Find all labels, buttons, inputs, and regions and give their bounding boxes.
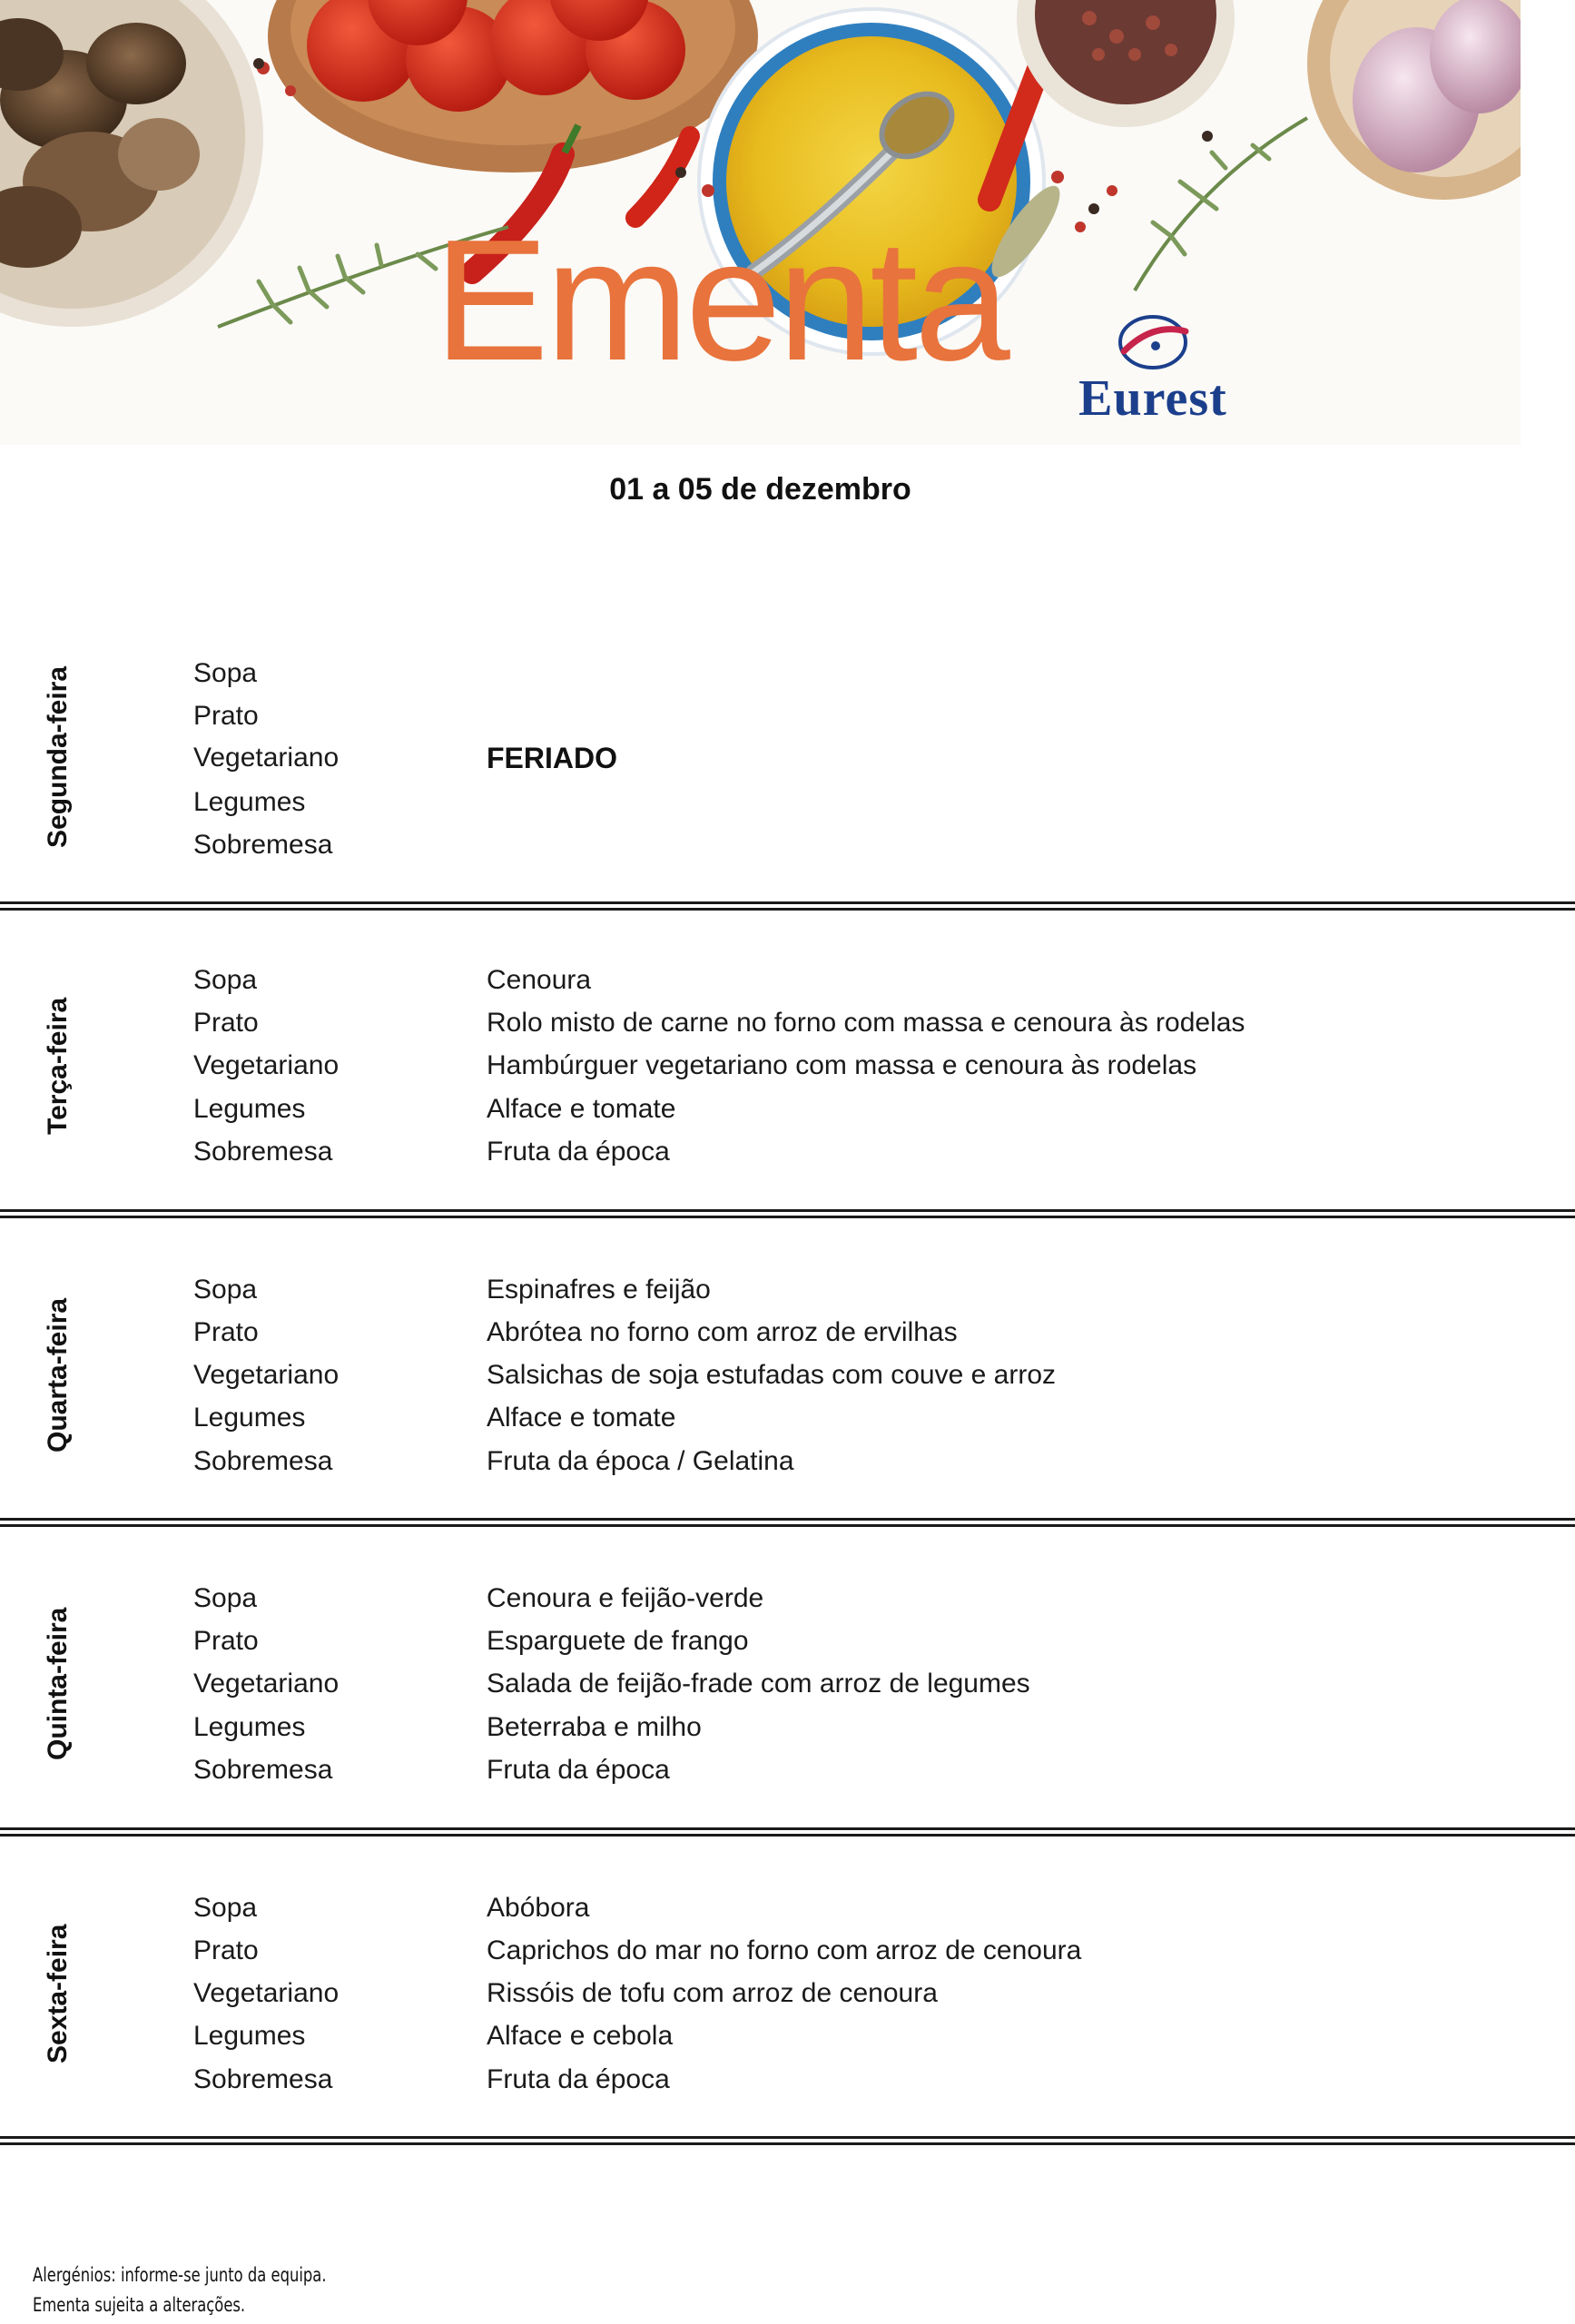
- dish-item: Fruta da época: [487, 1755, 670, 1785]
- category-label: Vegetariano: [193, 1669, 340, 1699]
- day-separator: [0, 1518, 1575, 1527]
- date-range: 01 a 05 de dezembro: [609, 472, 911, 507]
- dish-item: Rolo misto de carne no forno com massa e cenoura às rodelas: [487, 1008, 1245, 1038]
- dish-item: Salsichas de soja estufadas com couve e arroz: [487, 1360, 1056, 1390]
- day-name: Segunda-feira: [43, 665, 73, 849]
- day-block-tuesday: [0, 959, 1575, 1186]
- category-label: Sobremesa: [193, 2064, 333, 2094]
- dish-item: Salada de feijão-frade com arroz de legumes: [487, 1669, 1030, 1699]
- day-separator: [0, 1827, 1575, 1837]
- changes-note: Ementa sujeita a alterações.: [33, 2294, 246, 2316]
- category-label: Vegetariano: [193, 1360, 340, 1390]
- category-label: Legumes: [193, 1712, 306, 1742]
- dish-item: Fruta da época: [487, 1137, 670, 1167]
- category-label: Prato: [193, 701, 259, 731]
- dish-item: Abóbora: [487, 1893, 590, 1923]
- dish-item: Cenoura: [487, 965, 592, 995]
- category-label: Sobremesa: [193, 1755, 333, 1785]
- dish-item: Beterraba e milho: [487, 1712, 702, 1742]
- eurest-emblem-icon: [1106, 304, 1200, 377]
- dish-item: Alface e tomate: [487, 1094, 676, 1124]
- day-block-thursday: [0, 1577, 1575, 1804]
- category-label: Sobremesa: [193, 830, 333, 860]
- category-label: Legumes: [193, 787, 306, 817]
- category-label: Vegetariano: [193, 1050, 340, 1080]
- dish-item: Cenoura e feijão-verde: [487, 1583, 764, 1613]
- category-label: Prato: [193, 1626, 259, 1656]
- category-label: Vegetariano: [193, 743, 340, 773]
- day-separator: [0, 1209, 1575, 1218]
- category-label: Sobremesa: [193, 1137, 333, 1167]
- category-label: Sopa: [193, 965, 258, 995]
- dish-item: Caprichos do mar no forno com arroz de cenoura: [487, 1935, 1082, 1965]
- day-separator: [0, 2136, 1575, 2145]
- day-name: Sexta-feira: [43, 1924, 73, 2063]
- header-banner: [0, 0, 1521, 445]
- category-label: Vegetariano: [193, 1978, 340, 2008]
- holiday-label: FERIADO: [487, 742, 617, 774]
- category-label: Legumes: [193, 1403, 306, 1433]
- dish-item: Rissóis de tofu com arroz de cenoura: [487, 1978, 938, 2008]
- day-block-monday: [0, 652, 1575, 879]
- dish-item: Esparguete de frango: [487, 1626, 749, 1656]
- day-block-wednesday: [0, 1268, 1575, 1495]
- day-name: Terça-feira: [43, 997, 73, 1135]
- day-name: Quinta-feira: [43, 1607, 73, 1761]
- day-name: Quarta-feira: [43, 1297, 73, 1453]
- category-label: Prato: [193, 1317, 259, 1347]
- eurest-brand-text: Eurest: [1078, 370, 1227, 427]
- dish-item: Fruta da época / Gelatina: [487, 1446, 794, 1476]
- category-label: Sopa: [193, 1583, 258, 1613]
- category-label: Legumes: [193, 1094, 306, 1124]
- menu-title: Ementa: [434, 204, 1007, 397]
- category-label: Legumes: [193, 2021, 306, 2051]
- category-label: Sopa: [193, 1275, 258, 1305]
- category-label: Sobremesa: [193, 1446, 333, 1476]
- dish-item: Alface e cebola: [487, 2021, 674, 2051]
- allergen-note: Alergénios: informe-se junto da equipa.: [33, 2264, 327, 2286]
- dish-item: Espinafres e feijão: [487, 1275, 711, 1305]
- dish-item: Fruta da época: [487, 2064, 670, 2094]
- category-label: Sopa: [193, 658, 258, 688]
- category-label: Prato: [193, 1935, 259, 1965]
- footer-notes: [33, 2260, 327, 2320]
- category-label: Sopa: [193, 1893, 258, 1923]
- dish-item: Hambúrguer vegetariano com massa e cenoura às rodelas: [487, 1050, 1197, 1080]
- day-block-friday: [0, 1886, 1575, 2113]
- eurest-logo: [1053, 304, 1253, 431]
- category-label: Prato: [193, 1008, 259, 1038]
- dish-item: Abrótea no forno com arroz de ervilhas: [487, 1317, 958, 1347]
- day-separator: [0, 901, 1575, 911]
- dish-item: Alface e tomate: [487, 1403, 676, 1433]
